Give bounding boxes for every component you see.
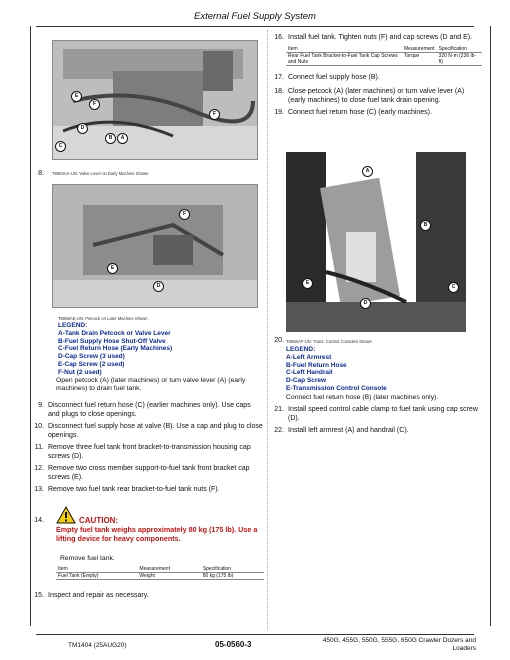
step-17: 17. Connect fuel supply hose (B).	[274, 74, 380, 81]
step-11: 11. Remove three fuel tank front bracket-to-transmission housing cap screws (D).	[34, 444, 251, 460]
table-header: Measurement	[139, 566, 170, 572]
callout-d: D	[153, 281, 164, 292]
right-frame-rule	[490, 26, 491, 626]
caution-text: Empty fuel tank weighs approximately 80 kg (175 lb). Use a lifting device for heavy components.	[56, 525, 258, 543]
table-cell: 80 kg (175 lb)	[202, 573, 234, 579]
table-header: Item	[58, 566, 68, 572]
photo-trans-control-consoles	[286, 152, 466, 332]
callout-a: A	[117, 133, 128, 144]
legend-left	[58, 322, 263, 377]
footer-page-number: 05-0560-3	[215, 640, 252, 649]
left-frame-rule	[30, 26, 31, 626]
legend-left-item: A-Tank Drain Petcock or Valve Lever	[58, 329, 171, 337]
callout-c: C	[55, 141, 66, 152]
legend-left-item: B-Fuel Supply Hose Shut-Off Valve	[58, 337, 166, 345]
photo1-caption: T8863AA-UN: Valve Lever on Early Machine Shown	[52, 171, 149, 176]
remove-fuel-tank: Remove fuel tank.	[60, 555, 115, 562]
step-18: 18. Close petcock (A) (later machines) or turn valve lever (A) (early machines) to close fuel tank drain opening.	[274, 88, 465, 104]
photo3-caption: T8066AF-UN: Trans. Control Consoles Shown	[286, 339, 372, 344]
callout-f2: F	[209, 109, 220, 120]
drain-note: Open petcock (A) (later machines) or turn valve lever (A) (early machines) to drain fuel tank.	[56, 377, 246, 393]
table-header: Item	[288, 46, 298, 52]
callout-a: A	[362, 166, 373, 177]
callout-b: B	[105, 133, 116, 144]
table-header: Specification	[438, 46, 467, 52]
table-row	[56, 573, 264, 580]
step-13: 13. Remove two fuel tank rear bracket-to-fuel tank nuts (F).	[34, 486, 220, 493]
return-hose-note: Connect fuel return hose (B) (later machines only).	[286, 394, 439, 401]
legend-right	[286, 346, 482, 393]
table-cell: Torque	[404, 53, 420, 59]
callout-d: D	[77, 123, 88, 134]
callout-c: C	[448, 282, 459, 293]
caution-warning-icon	[56, 506, 76, 524]
callout-f: F	[179, 209, 190, 220]
step-10: 10. Disconnect fuel supply hose at valve (B). Use a cap and plug to close openings.	[34, 423, 263, 439]
table-row	[286, 53, 482, 66]
column-separator	[267, 30, 268, 630]
legend-right-item: C-Left Handrail	[286, 369, 333, 377]
callout-e: E	[71, 91, 82, 102]
callout-e: E	[302, 278, 313, 289]
callout-f: F	[89, 99, 100, 110]
footer-models: 450G, 455G, 550G, 555G, 650G Crawler Dozers and Loaders	[322, 637, 476, 652]
photo3-illustration	[286, 152, 466, 332]
legend-left-item: F-Nut (2 used)	[58, 368, 102, 376]
step-15: 15. Inspect and repair as necessary.	[34, 592, 149, 599]
table-header: Specification	[202, 566, 232, 572]
photo-petcock-later	[52, 184, 258, 308]
photo2-caption: T8066AE-UN: Petcock on Later Machine Shown	[58, 316, 148, 321]
table-cell: Rear Fuel Tank Bracket-to-Fuel Tank Cap Screws and Nuts	[288, 53, 398, 65]
table-cell: 320 N·m (236 lb-ft)	[438, 53, 477, 65]
footer-rule	[36, 634, 474, 635]
photo-valve-lever-early	[52, 40, 258, 160]
legend-left-item: D-Cap Screw (3 used)	[58, 353, 125, 361]
legend-right-item: E-Transmission Control Console	[286, 384, 387, 392]
table-cell: Fuel Tank (Empty)	[58, 573, 99, 579]
step-16: 16. Install fuel tank. Tighten nuts (F) and cap screws (D and E).	[274, 34, 473, 41]
legend-right-title: LEGEND:	[286, 346, 316, 353]
callout-d: D	[360, 298, 371, 309]
step-21: 21. Install speed control cable clamp to fuel tank using cap screw (D).	[274, 406, 478, 422]
table-header: Measurement	[404, 46, 435, 52]
footer-manual-id: TM1404 (25AUG20)	[68, 642, 127, 649]
legend-right-item: D-Cap Screw	[286, 377, 327, 385]
torque-table	[286, 46, 482, 66]
legend-right-item: A-Left Armrest	[286, 353, 332, 361]
step-12: 12. Remove two cross member support-to-fuel tank front bracket cap screws (E).	[34, 465, 250, 481]
page-title: External Fuel Supply System	[194, 11, 316, 22]
callout-e: E	[107, 263, 118, 274]
step-19: 19. Connect fuel return hose (C) (early machines).	[274, 109, 432, 116]
legend-right-item: B-Fuel Return Hose	[286, 361, 347, 369]
callout-b: B	[420, 220, 431, 231]
weight-table	[56, 566, 264, 580]
caution-label: CAUTION:	[79, 516, 119, 525]
table-cell: Weight	[139, 573, 155, 579]
step-22: 22. Install left armrest (A) and handrail (C).	[274, 427, 409, 434]
legend-left-item: C-Fuel Return Hose (Early Machines)	[58, 345, 173, 353]
photo1-illustration	[53, 41, 257, 159]
legend-left-item: E-Cap Screw (2 used)	[58, 360, 125, 368]
step-9: 9. Disconnect fuel return hose (C) (earlier machines only). Use caps and plugs to close openings.	[38, 402, 251, 418]
legend-left-title: LEGEND:	[58, 322, 88, 329]
header-rule	[36, 26, 474, 27]
